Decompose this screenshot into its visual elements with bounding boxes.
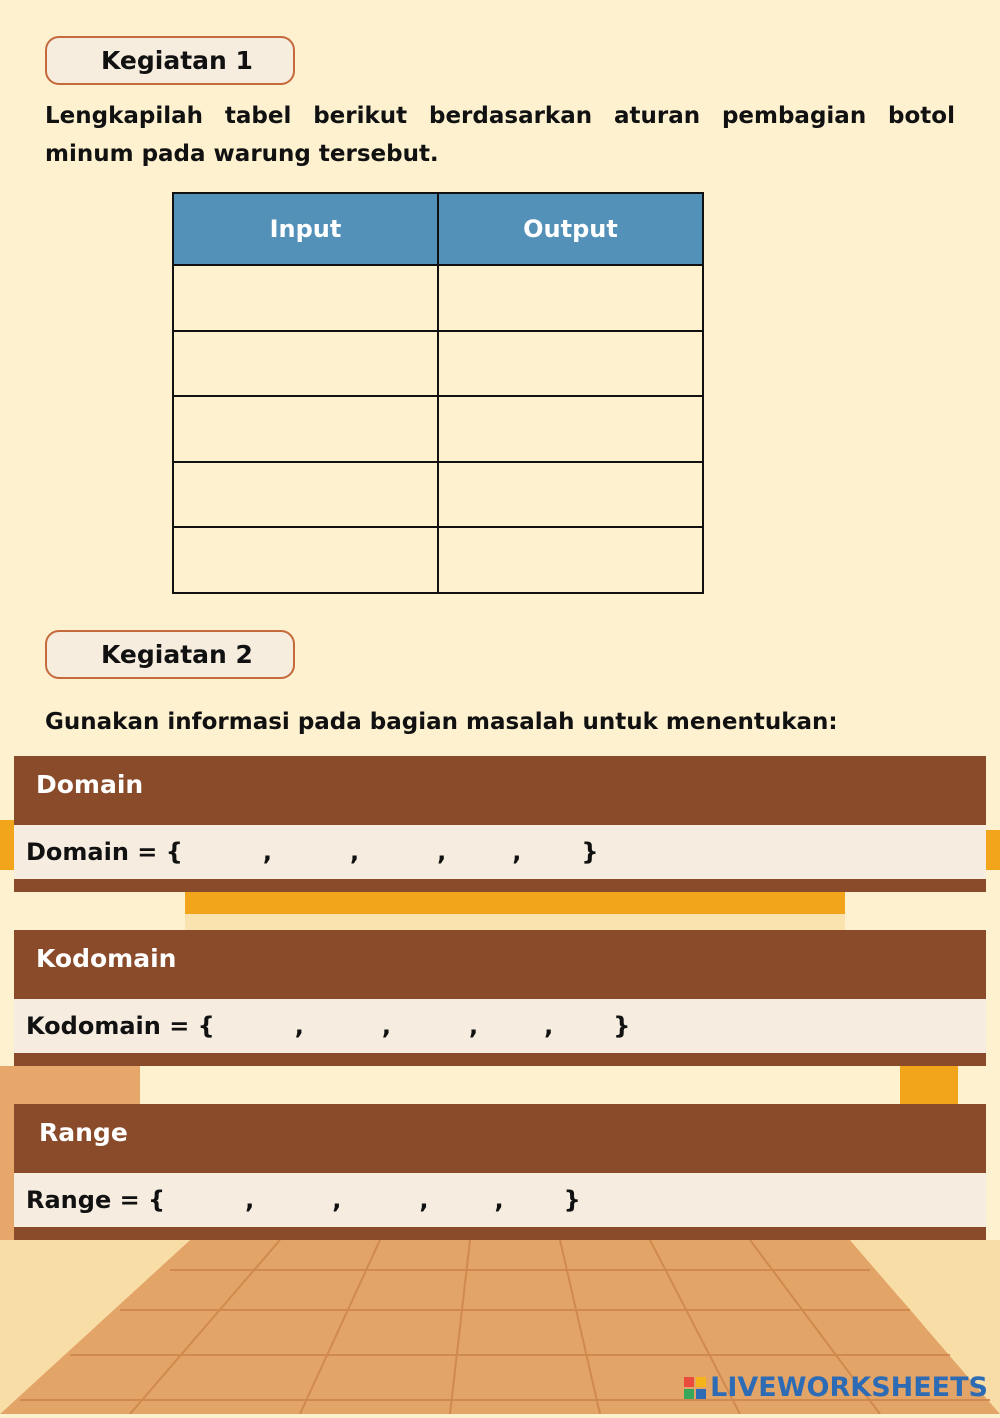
activity-2-label: Kegiatan 2 — [45, 630, 295, 679]
range-title: Range — [39, 1118, 128, 1147]
output-cell-value[interactable] — [439, 397, 702, 461]
header-input: Input — [173, 193, 438, 265]
logo-icon — [684, 1377, 706, 1399]
domain-answer-row — [14, 825, 986, 879]
domain-close: } — [581, 838, 599, 866]
range-label: Range = { — [26, 1186, 166, 1214]
separator: , — [512, 838, 522, 866]
separator: , — [469, 1012, 479, 1040]
domain-title: Domain — [36, 770, 144, 799]
input-cell[interactable] — [173, 527, 438, 593]
background-shelf — [185, 891, 845, 914]
input-cell[interactable] — [173, 331, 438, 397]
output-cell-value[interactable] — [439, 332, 702, 396]
output-cell[interactable] — [438, 527, 703, 593]
kodomain-section — [14, 930, 986, 1066]
separator: , — [294, 1012, 304, 1040]
background-shelf-shadow — [185, 914, 845, 930]
kodomain-close: } — [613, 1012, 631, 1040]
kodomain-label: Kodomain = { — [26, 1012, 215, 1040]
activity-1-label: Kegiatan 1 — [45, 36, 295, 85]
header-output: Output — [438, 193, 703, 265]
kodomain-answer-row — [14, 999, 986, 1053]
input-cell-value[interactable] — [174, 528, 437, 592]
separator: , — [544, 1012, 554, 1040]
separator: , — [381, 1012, 392, 1040]
input-cell-value[interactable] — [174, 332, 437, 396]
table-row — [173, 331, 703, 397]
background-wall-right — [986, 830, 1000, 870]
input-cell[interactable] — [173, 462, 438, 528]
input-cell[interactable] — [173, 396, 438, 462]
separator: , — [332, 1186, 342, 1214]
liveworksheets-logo — [684, 1372, 988, 1403]
kodomain-title: Kodomain — [36, 944, 177, 973]
domain-section — [14, 756, 986, 892]
logo-text: LIVEWORKSHEETS — [710, 1372, 988, 1403]
input-cell-value[interactable] — [174, 397, 437, 461]
activity-1-instruction: Lengkapilah tabel berikut berdasarkan aturan pembagian botol minum pada warung tersebut. — [45, 103, 955, 167]
domain-label: Domain = { — [26, 838, 183, 866]
separator: , — [419, 1186, 429, 1214]
output-cell-value[interactable] — [439, 528, 702, 592]
output-cell[interactable] — [438, 396, 703, 462]
input-cell-value[interactable] — [174, 463, 437, 527]
separator: , — [494, 1186, 504, 1214]
activity-2-instruction: Gunakan informasi pada bagian masalah untuk menentukan: — [45, 709, 838, 735]
range-section — [14, 1104, 986, 1240]
output-cell[interactable] — [438, 265, 703, 331]
separator: , — [349, 838, 360, 866]
output-cell[interactable] — [438, 331, 703, 397]
input-cell[interactable] — [173, 265, 438, 331]
input-output-table — [172, 192, 704, 594]
background-wall-left — [0, 820, 14, 870]
separator: , — [245, 1186, 255, 1214]
table-row — [173, 462, 703, 528]
input-cell-value[interactable] — [174, 266, 437, 330]
separator: , — [437, 838, 447, 866]
output-cell-value[interactable] — [439, 463, 702, 527]
table-header-row — [173, 193, 703, 265]
table-row — [173, 265, 703, 331]
range-answer-row — [14, 1173, 986, 1227]
output-cell[interactable] — [438, 462, 703, 528]
table-row — [173, 527, 703, 593]
output-cell-value[interactable] — [439, 266, 702, 330]
range-close: } — [563, 1186, 581, 1214]
table-row — [173, 396, 703, 462]
separator: , — [262, 838, 272, 866]
